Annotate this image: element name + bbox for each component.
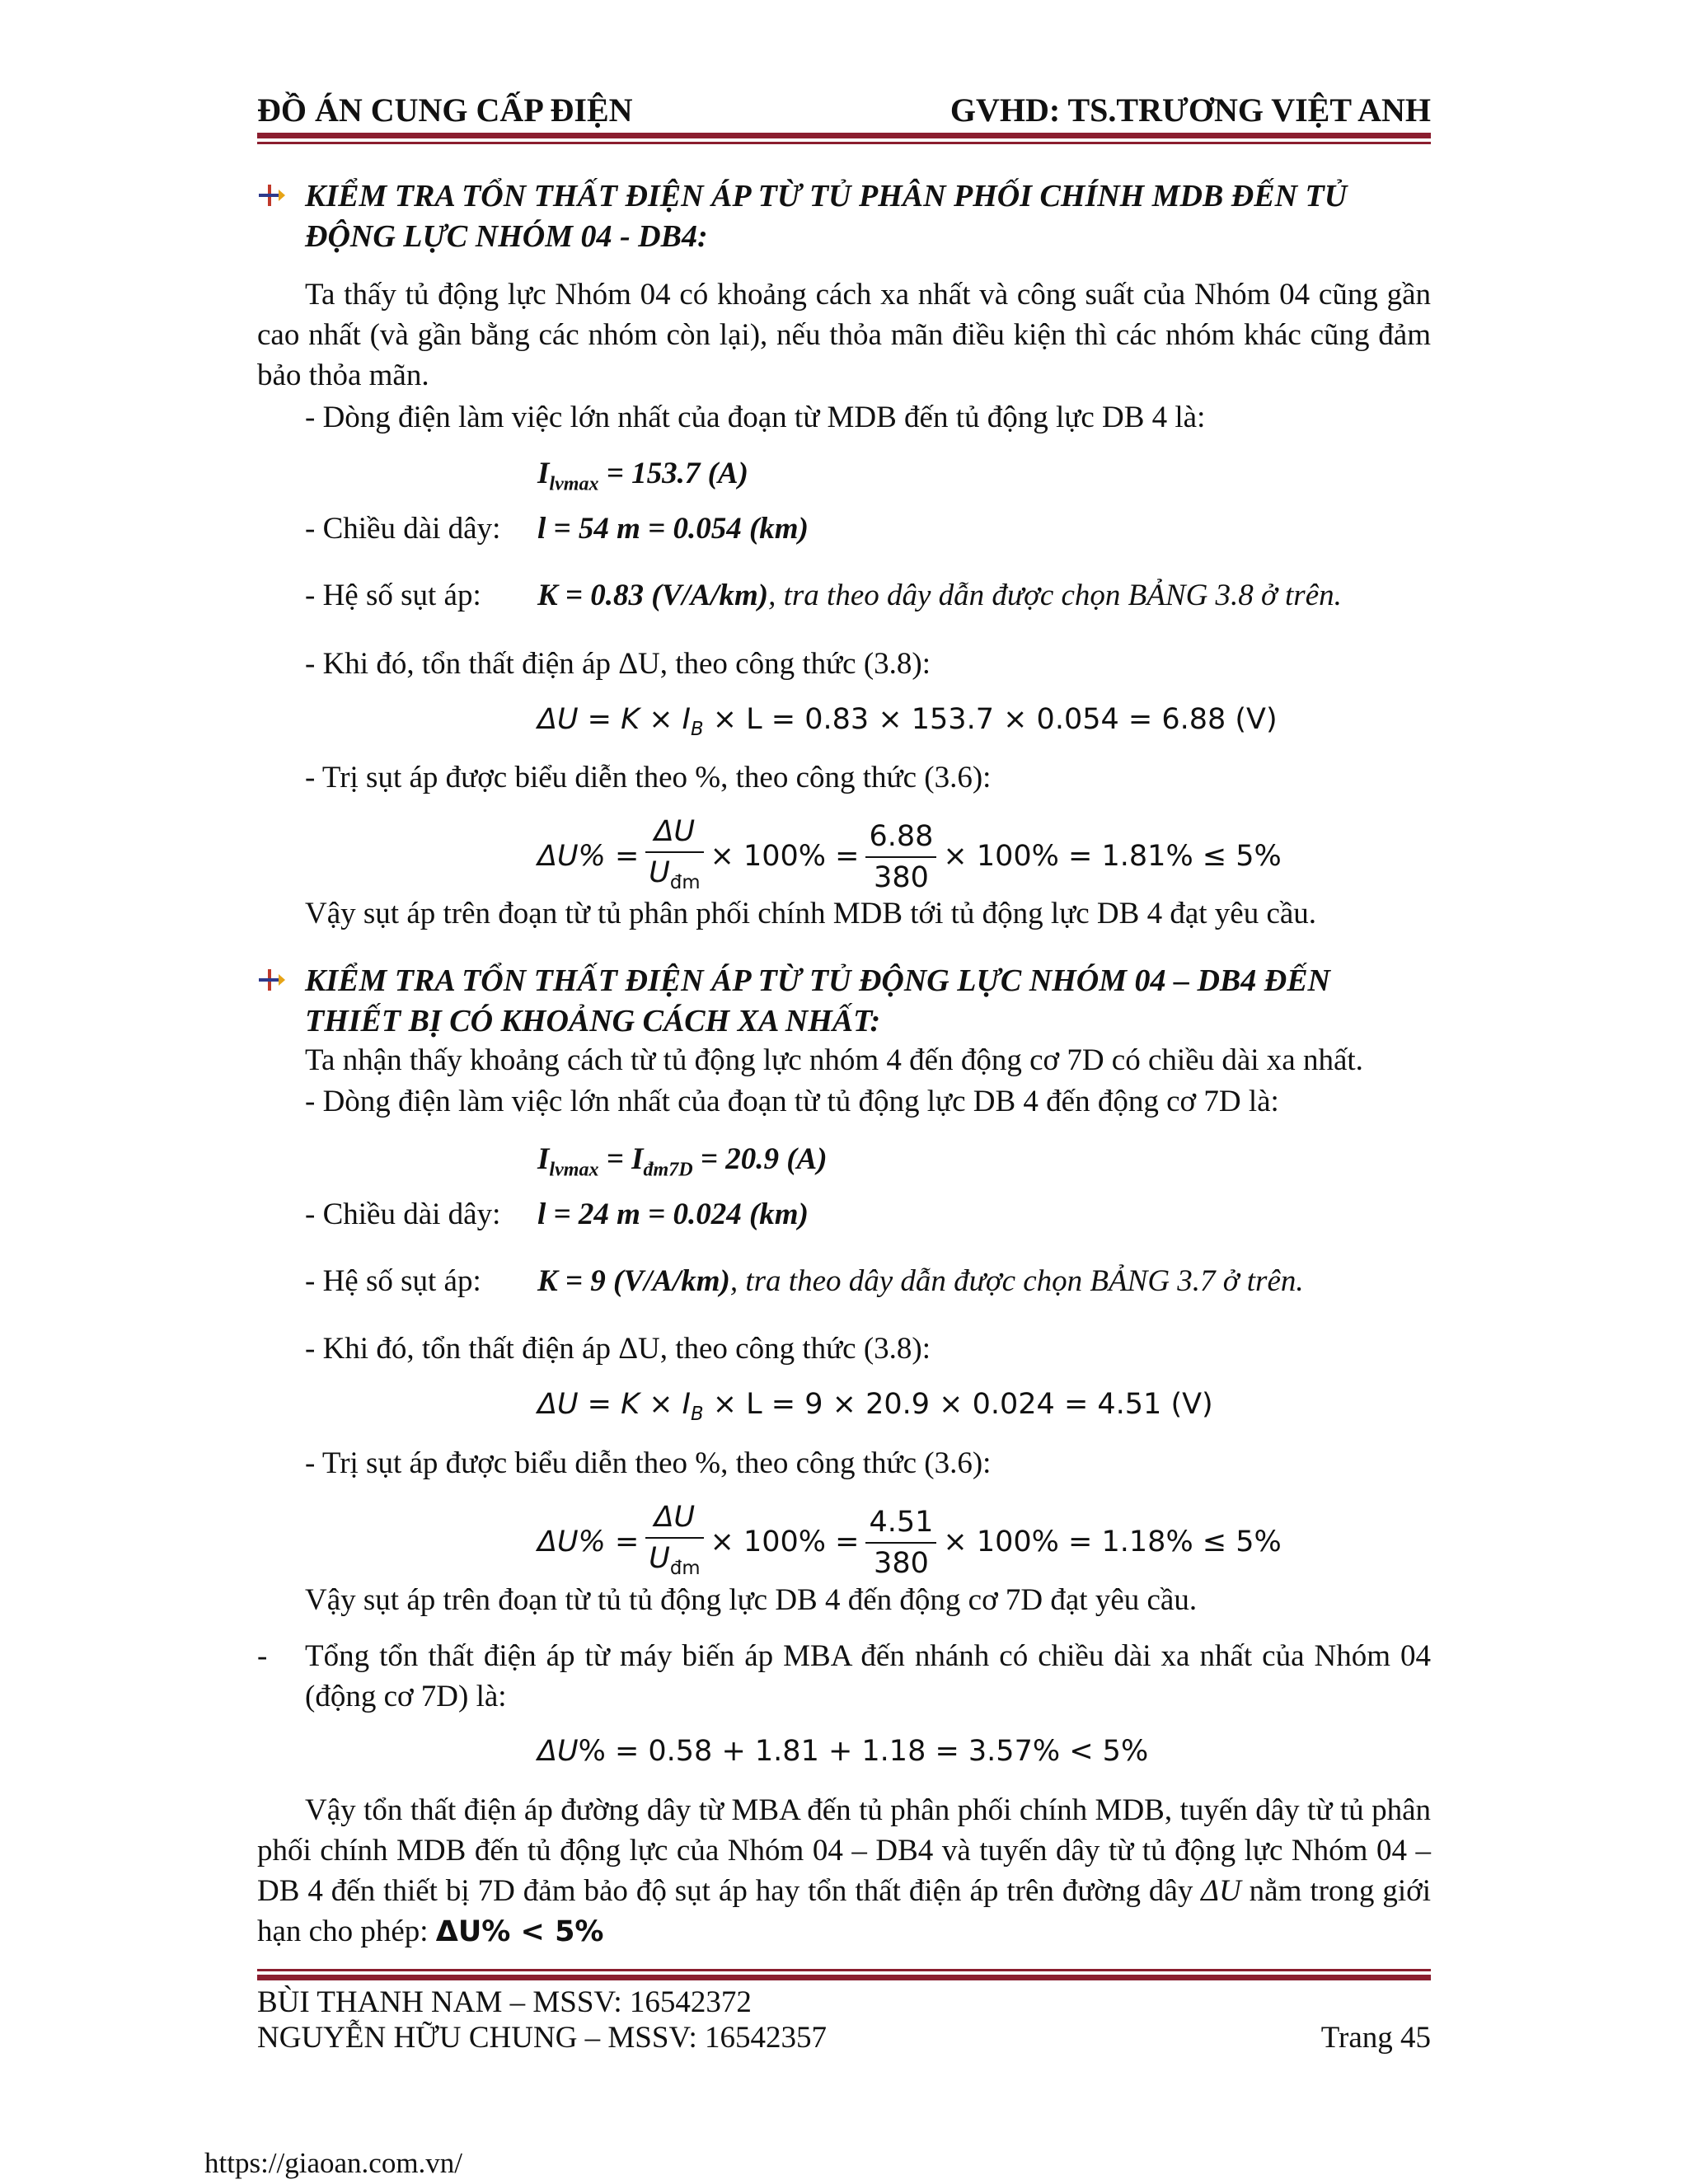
header-title: ĐỒ ÁN CUNG CẤP ĐIỆN — [257, 91, 633, 129]
header-rule-thick — [257, 133, 1431, 138]
section1-current-formula: $I_{lvmax} = 153.7$ (A) — [537, 457, 748, 495]
section2-intro: Ta nhận thấy khoảng cách từ tủ động lực nhóm 4 đến động cơ 7D có chiều dài xa nhất. — [305, 1043, 1363, 1077]
header-rule-thin — [257, 142, 1431, 144]
section1-length-label: - Chiều dài dây: — [305, 512, 501, 546]
section2-heading-line2: THIẾT BỊ CÓ KHOẢNG CÁCH XA NHẤT: — [305, 1004, 881, 1038]
bullet-arrow-icon — [259, 968, 285, 992]
section1-intro: Ta thấy tủ động lực Nhóm 04 có khoảng cách xa nhất và công suất của Nhóm 04 cũng gần cao nhất (và gần bằng các nhóm còn lại), nếu thỏa mãn điều kiện thì các nhóm khác cũng đảm bảo thỏa mãn. — [257, 278, 1431, 392]
total-dash: - — [257, 1639, 268, 1673]
section1-pct-formula: ΔU% = $\frac{\Delta U}{U_{đm}}$ × 100% = $\frac{6.88}{380}$ × 100% = 1.81% ≤ 5% — [537, 812, 1282, 902]
section1-loss-line: - Khi đó, tổn thất điện áp ΔU, theo công thức (3.8): — [305, 647, 931, 681]
footer-rule-thin — [257, 1969, 1431, 1971]
section1-k-label: - Hệ số sụt áp: — [305, 579, 481, 612]
section1-voltage-drop-formula: $\Delta U = K \times I_B \times L = 0.83 \times 153.7 \times 0.054 = 6.88$ (V) — [537, 703, 1278, 740]
section1-k-value: K = 0.83 (V/A/km), tra theo dây dẫn được chọn BẢNG 3.8 ở trên. — [537, 579, 1342, 612]
header-advisor: GVHD: TS.TRƯƠNG VIỆT ANH — [950, 91, 1431, 129]
bullet-arrow-icon — [259, 183, 285, 208]
section2-length-label: - Chiều dài dây: — [305, 1197, 501, 1231]
section2-conclusion: Vậy sụt áp trên đoạn từ tủ tủ động lực DB 4 đến động cơ 7D đạt yêu cầu. — [305, 1583, 1198, 1617]
footer-rule-thick — [257, 1975, 1431, 1980]
section1-heading-line1: KIỂM TRA TỔN THẤT ĐIỆN ÁP TỪ TỦ PHÂN PHỐI CHÍNH MDB ĐẾN TỦ — [305, 179, 1348, 213]
total-text: Tổng tổn thất điện áp từ máy biến áp MBA đến nhánh có chiều dài xa nhất của Nhóm 04 (động cơ 7D) là: — [305, 1639, 1431, 1713]
section2-length-value: l = 24 m = 0.024 (km) — [537, 1197, 809, 1231]
section1-current-line: - Dòng điện làm việc lớn nhất của đoạn từ MDB đến tủ động lực DB 4 là: — [305, 401, 1206, 434]
footer-page-number: Trang 45 — [1320, 2021, 1431, 2055]
section2-pct-formula: ΔU% = $\frac{\Delta U}{U_{đm}}$ × 100% = $\frac{4.51}{380}$ × 100% = 1.18% ≤ 5% — [537, 1497, 1282, 1588]
section1-heading-line2: ĐỘNG LỰC NHÓM 04 - DB4: — [305, 219, 708, 254]
final-conclusion: Vậy tổn thất điện áp đường dây từ MBA đến tủ phân phối chính MDB, tuyến dây từ tủ phân phối chính MDB đến tủ động lực của Nhóm 04 – DB4 và tuyến dây từ tủ động lực Nhóm 04 – DB 4 đến thiết bị 7D đảm bảo độ sụt áp hay tổn thất điện áp trên đường dây ΔU nằm trong giới hạn cho phép: ΔU% < 5% — [257, 1793, 1432, 1948]
section1-pct-line: - Trị sụt áp được biểu diễn theo %, theo công thức (3.6): — [305, 761, 992, 794]
section2-k-label: - Hệ số sụt áp: — [305, 1264, 481, 1298]
section1-conclusion: Vậy sụt áp trên đoạn từ tủ phân phối chính MDB tới tủ động lực DB 4 đạt yêu cầu. — [305, 897, 1317, 930]
section2-pct-line: - Trị sụt áp được biểu diễn theo %, theo công thức (3.6): — [305, 1446, 992, 1480]
footer-author1: BÙI THANH NAM – MSSV: 16542372 — [257, 1985, 752, 2019]
footer-author2: NGUYỄN HỮU CHUNG – MSSV: 16542357 — [257, 2021, 827, 2055]
section2-loss-line: - Khi đó, tổn thất điện áp ΔU, theo công thức (3.8): — [305, 1332, 931, 1366]
section1-length-value: l = 54 m = 0.054 (km) — [537, 512, 809, 546]
section2-current-line: - Dòng điện làm việc lớn nhất của đoạn từ tủ động lực DB 4 đến động cơ 7D là: — [305, 1085, 1279, 1118]
section2-voltage-drop-formula: $\Delta U = K \times I_B \times L = 9 \times 20.9 \times 0.024 = 4.51$ (V) — [537, 1388, 1213, 1425]
section2-heading-line1: KIỂM TRA TỔN THẤT ĐIỆN ÁP TỪ TỦ ĐỘNG LỰC NHÓM 04 – DB4 ĐẾN — [305, 963, 1330, 998]
section2-current-formula: $I_{lvmax} = I_{đm7D} = 20.9$ (A) — [537, 1142, 828, 1181]
section2-k-value: K = 9 (V/A/km), tra theo dây dẫn được chọn BẢNG 3.7 ở trên. — [537, 1264, 1304, 1298]
footer-url-link[interactable]: https://giaoan.com.vn/ — [204, 2147, 463, 2179]
total-formula: ΔU% = 0.58 + 1.81 + 1.18 = 3.57% < 5% — [537, 1735, 1149, 1768]
